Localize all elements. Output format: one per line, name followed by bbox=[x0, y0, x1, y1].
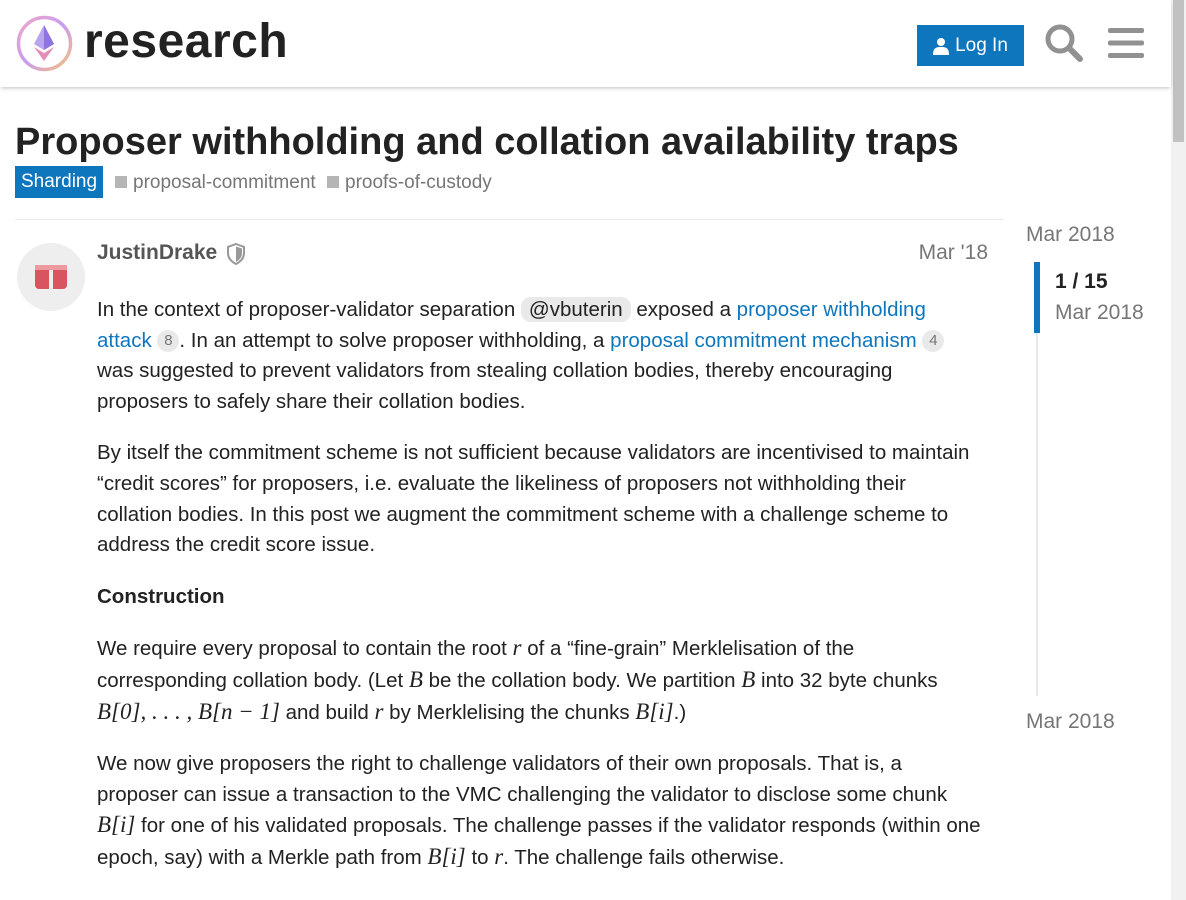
search-icon bbox=[1044, 23, 1084, 63]
link-proposal-commitment[interactable]: proposal commitment mechanism bbox=[610, 328, 917, 352]
timeline-position-date: Mar 2018 bbox=[1055, 301, 1144, 324]
scrollbar-thumb[interactable] bbox=[1173, 0, 1184, 142]
math-Bi: B[i] bbox=[427, 843, 466, 869]
text: . In an attempt to solve proposer withholding, a bbox=[179, 328, 611, 352]
post-body bbox=[97, 295, 982, 895]
text: was suggested to prevent validators from stealing collation bodies, thereby encouraging proposers to safely share their collation bodies. bbox=[97, 359, 893, 413]
text: be the collation body. We partition bbox=[422, 668, 742, 692]
math-B: B bbox=[741, 666, 756, 692]
timeline-end-date[interactable]: Mar 2018 bbox=[1026, 710, 1115, 733]
tag-square-icon bbox=[115, 176, 127, 188]
site-name[interactable]: research bbox=[84, 15, 289, 68]
math-Bi: B[i] bbox=[635, 698, 674, 724]
ethereum-logo-icon[interactable] bbox=[16, 15, 73, 72]
post-divider bbox=[15, 219, 1004, 220]
tag-proofs-of-custody[interactable] bbox=[327, 166, 492, 198]
text: In the context of proposer-validator separation bbox=[97, 298, 521, 321]
timeline-position: 1 / 15 bbox=[1055, 270, 1108, 293]
text: exposed a bbox=[630, 298, 737, 321]
post-author[interactable]: JustinDrake bbox=[97, 241, 218, 264]
text: for one of his validated proposals. The challenge passes if the validator responds (within one epoch, say) with a Merkle path from bbox=[97, 814, 981, 869]
text: of a “fine-grain” Merklelisation of the corresponding collation body. (Let bbox=[97, 637, 855, 692]
post-paragraph: By itself the commitment scheme is not sufficient because validators are incentivised to maintain “credit scores” for proposers, i.e. evaluate the likeliness of proposers not withholding their collation bodies. In this post we augment the commitment scheme with a challenge scheme to address the credit score issue. bbox=[97, 441, 970, 557]
post-paragraph bbox=[97, 295, 982, 417]
user-mention[interactable]: @vbuterin bbox=[521, 297, 631, 322]
text: and build bbox=[279, 700, 375, 724]
text: .) bbox=[673, 700, 687, 724]
shield-icon bbox=[226, 243, 246, 265]
topic-title[interactable]: Proposer withholding and collation availability traps bbox=[15, 121, 959, 163]
search-button[interactable] bbox=[1043, 20, 1085, 66]
page-scrollbar[interactable] bbox=[1171, 0, 1186, 900]
tag-square-icon bbox=[327, 176, 339, 188]
user-icon bbox=[933, 37, 949, 55]
math-r: r bbox=[494, 843, 504, 869]
section-heading: Construction bbox=[97, 584, 225, 608]
text: into 32 byte chunks bbox=[755, 668, 938, 692]
timeline-start-date[interactable]: Mar 2018 bbox=[1026, 223, 1115, 246]
link-click-count: 4 bbox=[922, 330, 944, 352]
text: We require every proposal to contain the root bbox=[97, 637, 513, 661]
post-paragraph bbox=[97, 633, 982, 728]
math-r: r bbox=[512, 635, 522, 661]
login-button[interactable] bbox=[917, 25, 1024, 66]
math-B: B bbox=[408, 666, 423, 692]
link-proposer-withholding[interactable]: proposer withholding attack bbox=[97, 298, 926, 352]
timeline-handle[interactable] bbox=[1034, 262, 1040, 333]
tag-proposal-commitment[interactable] bbox=[115, 166, 316, 198]
menu-button[interactable] bbox=[1105, 20, 1147, 66]
link-click-count: 8 bbox=[157, 330, 179, 352]
text: by Merklelising the chunks bbox=[383, 700, 636, 724]
tag-label: proposal-commitment bbox=[133, 171, 316, 193]
tag-label: proofs-of-custody bbox=[345, 171, 492, 193]
post-paragraph bbox=[97, 749, 982, 873]
login-label: Log In bbox=[955, 34, 1008, 56]
math-r: r bbox=[374, 698, 384, 724]
site-header bbox=[0, 0, 1171, 87]
post-date[interactable]: Mar '18 bbox=[918, 241, 988, 264]
math-Bi: B[i] bbox=[97, 812, 136, 838]
text: We now give proposers the right to challenge validators of their own proposals. That is, a proposer can issue a transaction to the VMC challenging the validator to disclose some chunk bbox=[97, 752, 948, 806]
text: to bbox=[465, 845, 495, 869]
math-chunks: B[0], . . . , B[n − 1] bbox=[97, 698, 280, 724]
text: . The challenge fails otherwise. bbox=[503, 845, 785, 869]
avatar[interactable] bbox=[17, 243, 85, 311]
hamburger-menu-icon bbox=[1108, 27, 1144, 59]
category-badge[interactable]: Sharding bbox=[15, 166, 103, 198]
identicon-icon bbox=[17, 243, 85, 311]
